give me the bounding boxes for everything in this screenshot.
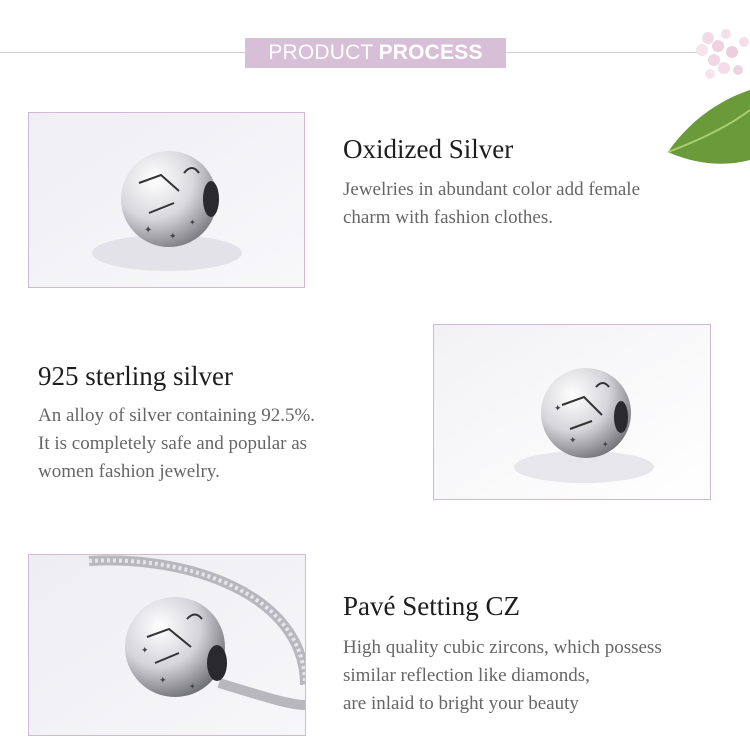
svg-text:✦: ✦: [189, 218, 196, 227]
banner-title-bold: PROCESS: [378, 41, 483, 64]
feature-desc-sterling: [38, 402, 315, 486]
svg-text:✦: ✦: [602, 440, 609, 449]
green-leaf-icon: [668, 90, 750, 164]
svg-text:✦: ✦: [144, 225, 153, 236]
svg-text:✦: ✦: [189, 682, 196, 691]
feature-desc-line: High quality cubic zircons, which possess: [343, 637, 662, 658]
feature-desc-line: charm with fashion clothes.: [343, 207, 554, 228]
product-photo-pave: [28, 554, 306, 736]
product-photo-sterling: [433, 324, 711, 500]
svg-text:✦: ✦: [554, 403, 562, 413]
feature-desc-line: An alloy of silver containing 92.5%.: [38, 405, 316, 426]
feature-desc-line: It is completely safe and popular as: [38, 433, 308, 454]
flower-leaf-decoration: [660, 20, 750, 170]
svg-text:✦: ✦: [169, 231, 177, 241]
feature-desc-oxidized: [343, 176, 640, 232]
svg-text:✦: ✦: [569, 435, 577, 445]
feature-desc-line: similar reflection like diamonds,: [343, 665, 590, 686]
feature-title-pave: Pavé Setting CZ: [343, 591, 520, 621]
feature-desc-line: Jewelries in abundant color add female: [343, 179, 641, 200]
feature-desc-line: women fashion jewelry.: [38, 461, 220, 482]
svg-text:✦: ✦: [159, 675, 167, 685]
section-banner: [245, 38, 506, 68]
feature-desc-line: are inlaid to bright your beauty: [343, 693, 579, 714]
header-divider-left: [0, 52, 245, 53]
banner-title-light: PRODUCT: [268, 41, 374, 64]
feature-title-oxidized: Oxidized Silver: [343, 134, 514, 164]
product-photo-oxidized: [28, 112, 305, 288]
feature-title-sterling: 925 sterling silver: [38, 361, 233, 391]
charm-bead-icon: [125, 597, 225, 697]
feature-desc-pave: [343, 634, 662, 718]
svg-text:✦: ✦: [141, 645, 149, 655]
lilac-flower-icon: [696, 29, 749, 79]
